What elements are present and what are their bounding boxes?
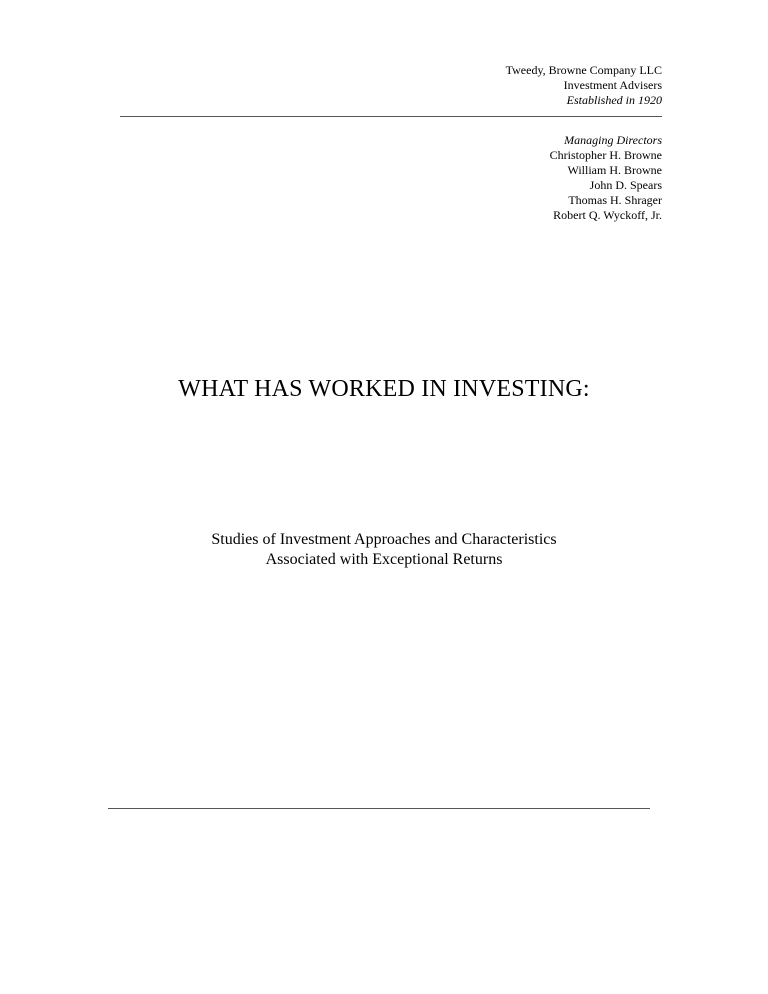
firm-name: Tweedy, Browne Company LLC [505, 63, 662, 77]
header-divider [120, 116, 662, 117]
firm-type: Investment Advisers [563, 78, 662, 92]
director-name: John D. Spears [589, 178, 662, 192]
document-title: WHAT HAS WORKED IN INVESTING: [178, 376, 590, 402]
subtitle-line-2: Associated with Exceptional Returns [265, 551, 503, 568]
established-line: Established in 1920 [566, 93, 662, 107]
directors-heading: Managing Directors [564, 133, 662, 147]
footer-divider [108, 808, 650, 809]
director-name: Christopher H. Browne [549, 148, 662, 162]
director-name: William H. Browne [567, 163, 662, 177]
document-subtitle [0, 530, 768, 570]
directors-list [550, 133, 662, 223]
subtitle-line-1: Studies of Investment Approaches and Characteristics [211, 531, 557, 548]
firm-letterhead [506, 63, 662, 108]
director-name: Robert Q. Wyckoff, Jr. [553, 208, 662, 222]
director-name: Thomas H. Shrager [568, 193, 662, 207]
